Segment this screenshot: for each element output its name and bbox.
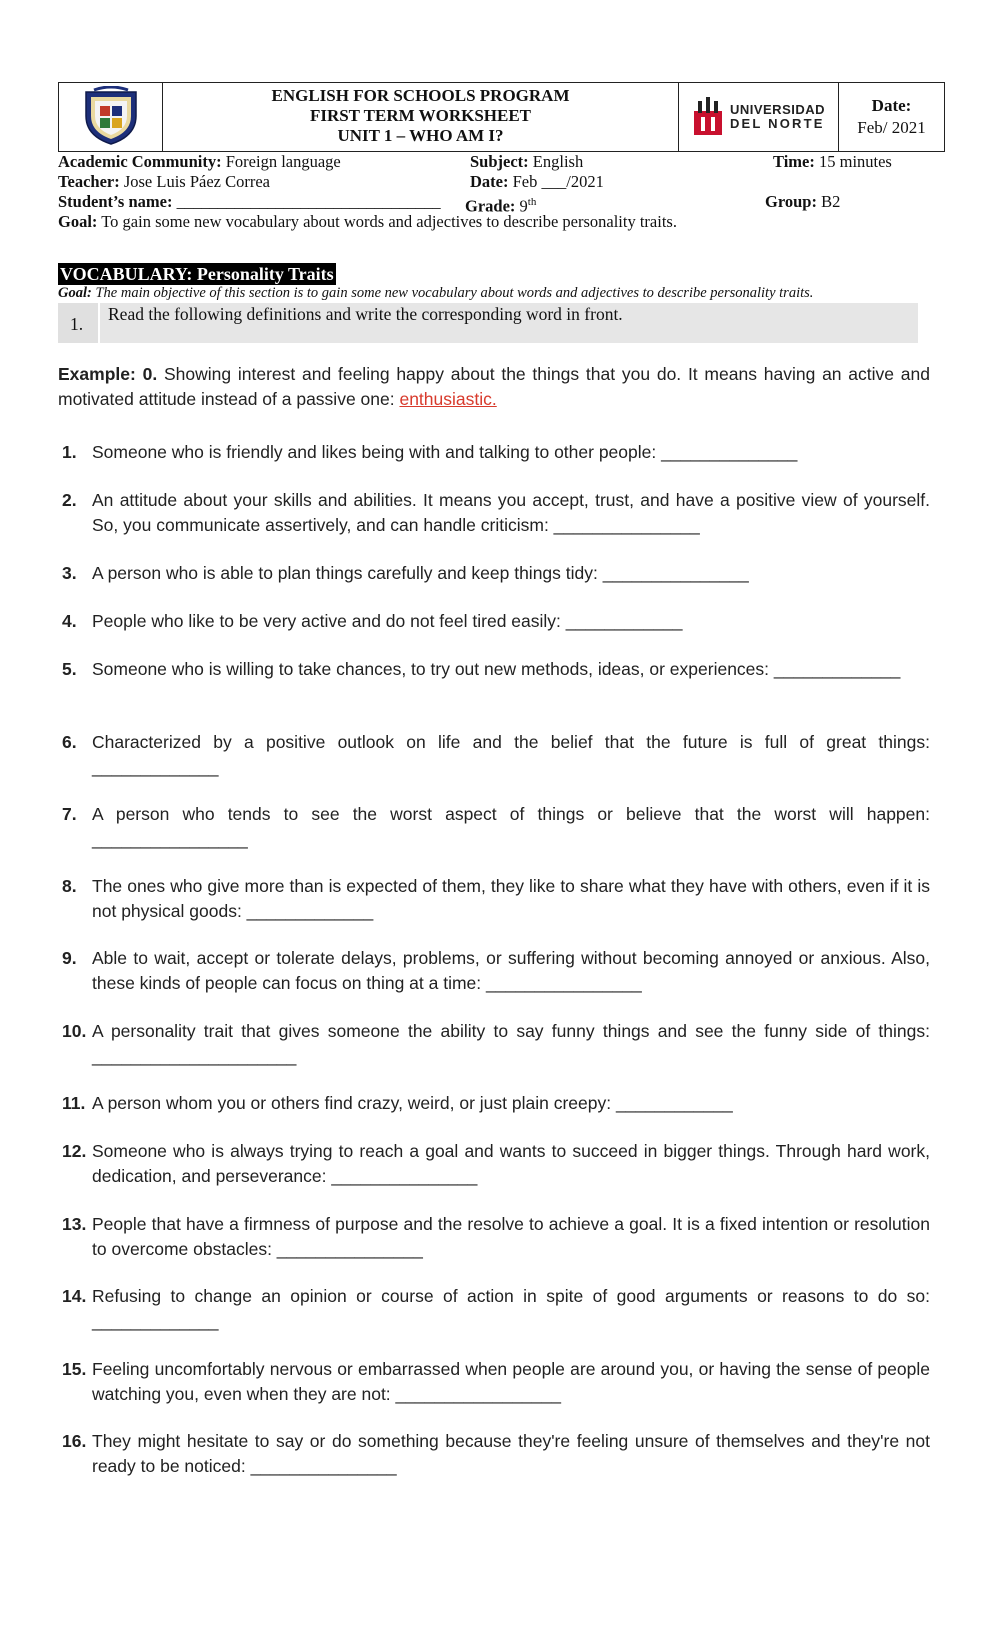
section-title: VOCABULARY: Personality Traits [60,264,334,284]
question-item [62,1139,930,1189]
question-number: 6. [62,732,77,752]
question-text[interactable]: They might hesitate to say or do something because they're feeling unsure of themselves and they're not ready to be noticed: _______________ [92,1431,930,1476]
goal-field [58,212,677,232]
example-text: Showing interest and feeling happy about the things that you do. It means having an active and motivated attitude instead of a passive one: [58,364,930,409]
question-number: 9. [62,948,77,968]
question-item [62,1284,930,1334]
time-value: 15 minutes [814,152,892,171]
community-value: Foreign language [221,152,341,171]
subject-label: Subject: [470,152,529,171]
grade-sup: th [527,196,537,208]
question-text[interactable]: An attitude about your skills and abilities. It means you accept, trust, and have a positive view of yourself. So, you communicate assertively, and can handle criticism: _______________ [92,490,930,535]
time-label: Time: [773,152,815,171]
instruction-text: Read the following definitions and write the corresponding word in front. [108,304,623,324]
title-line-2: FIRST TERM WORKSHEET [309,106,532,125]
question-text[interactable]: People that have a firmness of purpose and the resolve to achieve a goal. It is a fixed intention or resolution to overcome obstacles: _______________ [92,1214,930,1259]
title-line-3: UNIT 1 – WHO AM I? [337,126,504,145]
group-field [765,192,840,212]
question-number: 3. [62,563,77,583]
question-number: 5. [62,659,77,679]
header-date-label: Date: [871,96,912,115]
question-number: 7. [62,804,77,824]
question-text[interactable]: Someone who is always trying to reach a goal and wants to succeed in bigger things. Through hard work, dedication, and perseverance: _______________ [92,1141,930,1186]
university-logo [679,83,839,151]
university-name-line-2: DEL NORTE [729,116,825,131]
question-number: 16. [62,1431,87,1451]
teacher-field [58,172,270,192]
university-emblem-icon [692,97,724,137]
question-item [62,1357,930,1407]
time-field [773,152,892,172]
question-text[interactable]: A person whom you or others find crazy, weird, or just plain creepy: ____________ [92,1093,733,1113]
question-text[interactable]: The ones who give more than is expected of them, they like to share what they have with others, even if it is not physical goods: _____________ [92,876,930,921]
school-crest-cell [59,83,163,151]
group-label: Group: [765,192,817,211]
worksheet-title [163,83,679,151]
date-label: Date: [470,172,509,191]
student-field [58,192,441,212]
student-value: ________________________________ [172,192,441,211]
question-item [62,874,930,924]
grade-value: 9 [515,196,528,216]
community-label: Academic Community: [58,152,222,171]
school-crest-icon [80,86,142,148]
question-item [62,802,930,852]
grade-label: Grade: [465,196,516,216]
header-table [58,82,945,152]
title-line-1: ENGLISH FOR SCHOOLS PROGRAM [271,86,570,105]
info-row-1 [58,152,341,172]
question-number: 2. [62,490,77,510]
university-name-line-1: UNIVERSIDAD [729,102,826,117]
example-answer: enthusiastic. [399,389,497,409]
question-item [62,946,930,996]
subject-field [470,152,583,172]
question-item [62,1019,930,1069]
section-goal-text: The main objective of this section is to gain some new vocabulary about words and adjectives to describe personality traits. [91,285,814,301]
question-text[interactable]: Someone who is willing to take chances, to try out new methods, ideas, or experiences: _____________ [92,659,901,679]
section-goal-label: Goal: [58,285,92,301]
date-value: Feb ___/2021 [508,172,604,191]
question-number: 8. [62,876,77,896]
question-text[interactable]: Someone who is friendly and likes being with and talking to other people: ______________ [92,442,798,462]
question-number: 13. [62,1214,87,1234]
question-text[interactable]: A person who is able to plan things carefully and keep things tidy: _______________ [92,563,749,583]
question-number: 10. [62,1021,87,1041]
question-item [62,730,930,780]
question-number: 1. [62,442,77,462]
question-number: 15. [62,1359,87,1379]
goal-value: To gain some new vocabulary about words and adjectives to describe personality traits. [97,212,677,231]
question-item [62,1091,930,1116]
question-text[interactable]: Refusing to change an opinion or course of action in spite of good arguments or reasons to do so: _____________ [92,1286,930,1331]
section-goal [58,285,813,302]
question-text[interactable]: A person who tends to see the worst aspect of things or believe that the worst will happen: ________________ [92,804,930,849]
example-item [58,362,930,412]
question-item [62,440,930,465]
question-number: 14. [62,1286,87,1306]
question-item [62,561,930,586]
question-number: 12. [62,1141,87,1161]
question-text[interactable]: Characterized by a positive outlook on life and the belief that the future is full of great things: _____________ [92,732,930,777]
date-field [470,172,604,192]
teacher-value: Jose Luis Páez Correa [119,172,271,191]
question-number: 4. [62,611,77,631]
question-item [62,657,930,682]
example-label: Example: 0. [58,364,158,384]
group-value: B2 [816,192,841,211]
question-text[interactable]: People who like to be very active and do not feel tired easily: ____________ [92,611,683,631]
student-label: Student’s name: [58,192,173,211]
instruction-bar [58,303,918,343]
teacher-label: Teacher: [58,172,120,191]
subject-value: English [528,152,584,171]
question-text[interactable]: A personality trait that gives someone the ability to say funny things and see the funny side of things: _____________________ [92,1021,930,1066]
question-item [62,609,930,634]
header-date-value: Feb/ 2021 [857,118,926,137]
question-item [62,488,930,538]
goal-label: Goal: [58,212,98,231]
instruction-number: 1. [70,314,84,334]
question-number: 11. [62,1093,86,1113]
header-date-cell [839,83,944,151]
question-item [62,1212,930,1262]
question-item [62,1429,930,1479]
question-text[interactable]: Able to wait, accept or tolerate delays, problems, or suffering without becoming annoyed or anxious. Also, these kinds of people can focus on thing at a time: ________________ [92,948,930,993]
question-text[interactable]: Feeling uncomfortably nervous or embarrassed when people are around you, or having the sense of people watching you, even when they are not: _________________ [92,1359,930,1404]
